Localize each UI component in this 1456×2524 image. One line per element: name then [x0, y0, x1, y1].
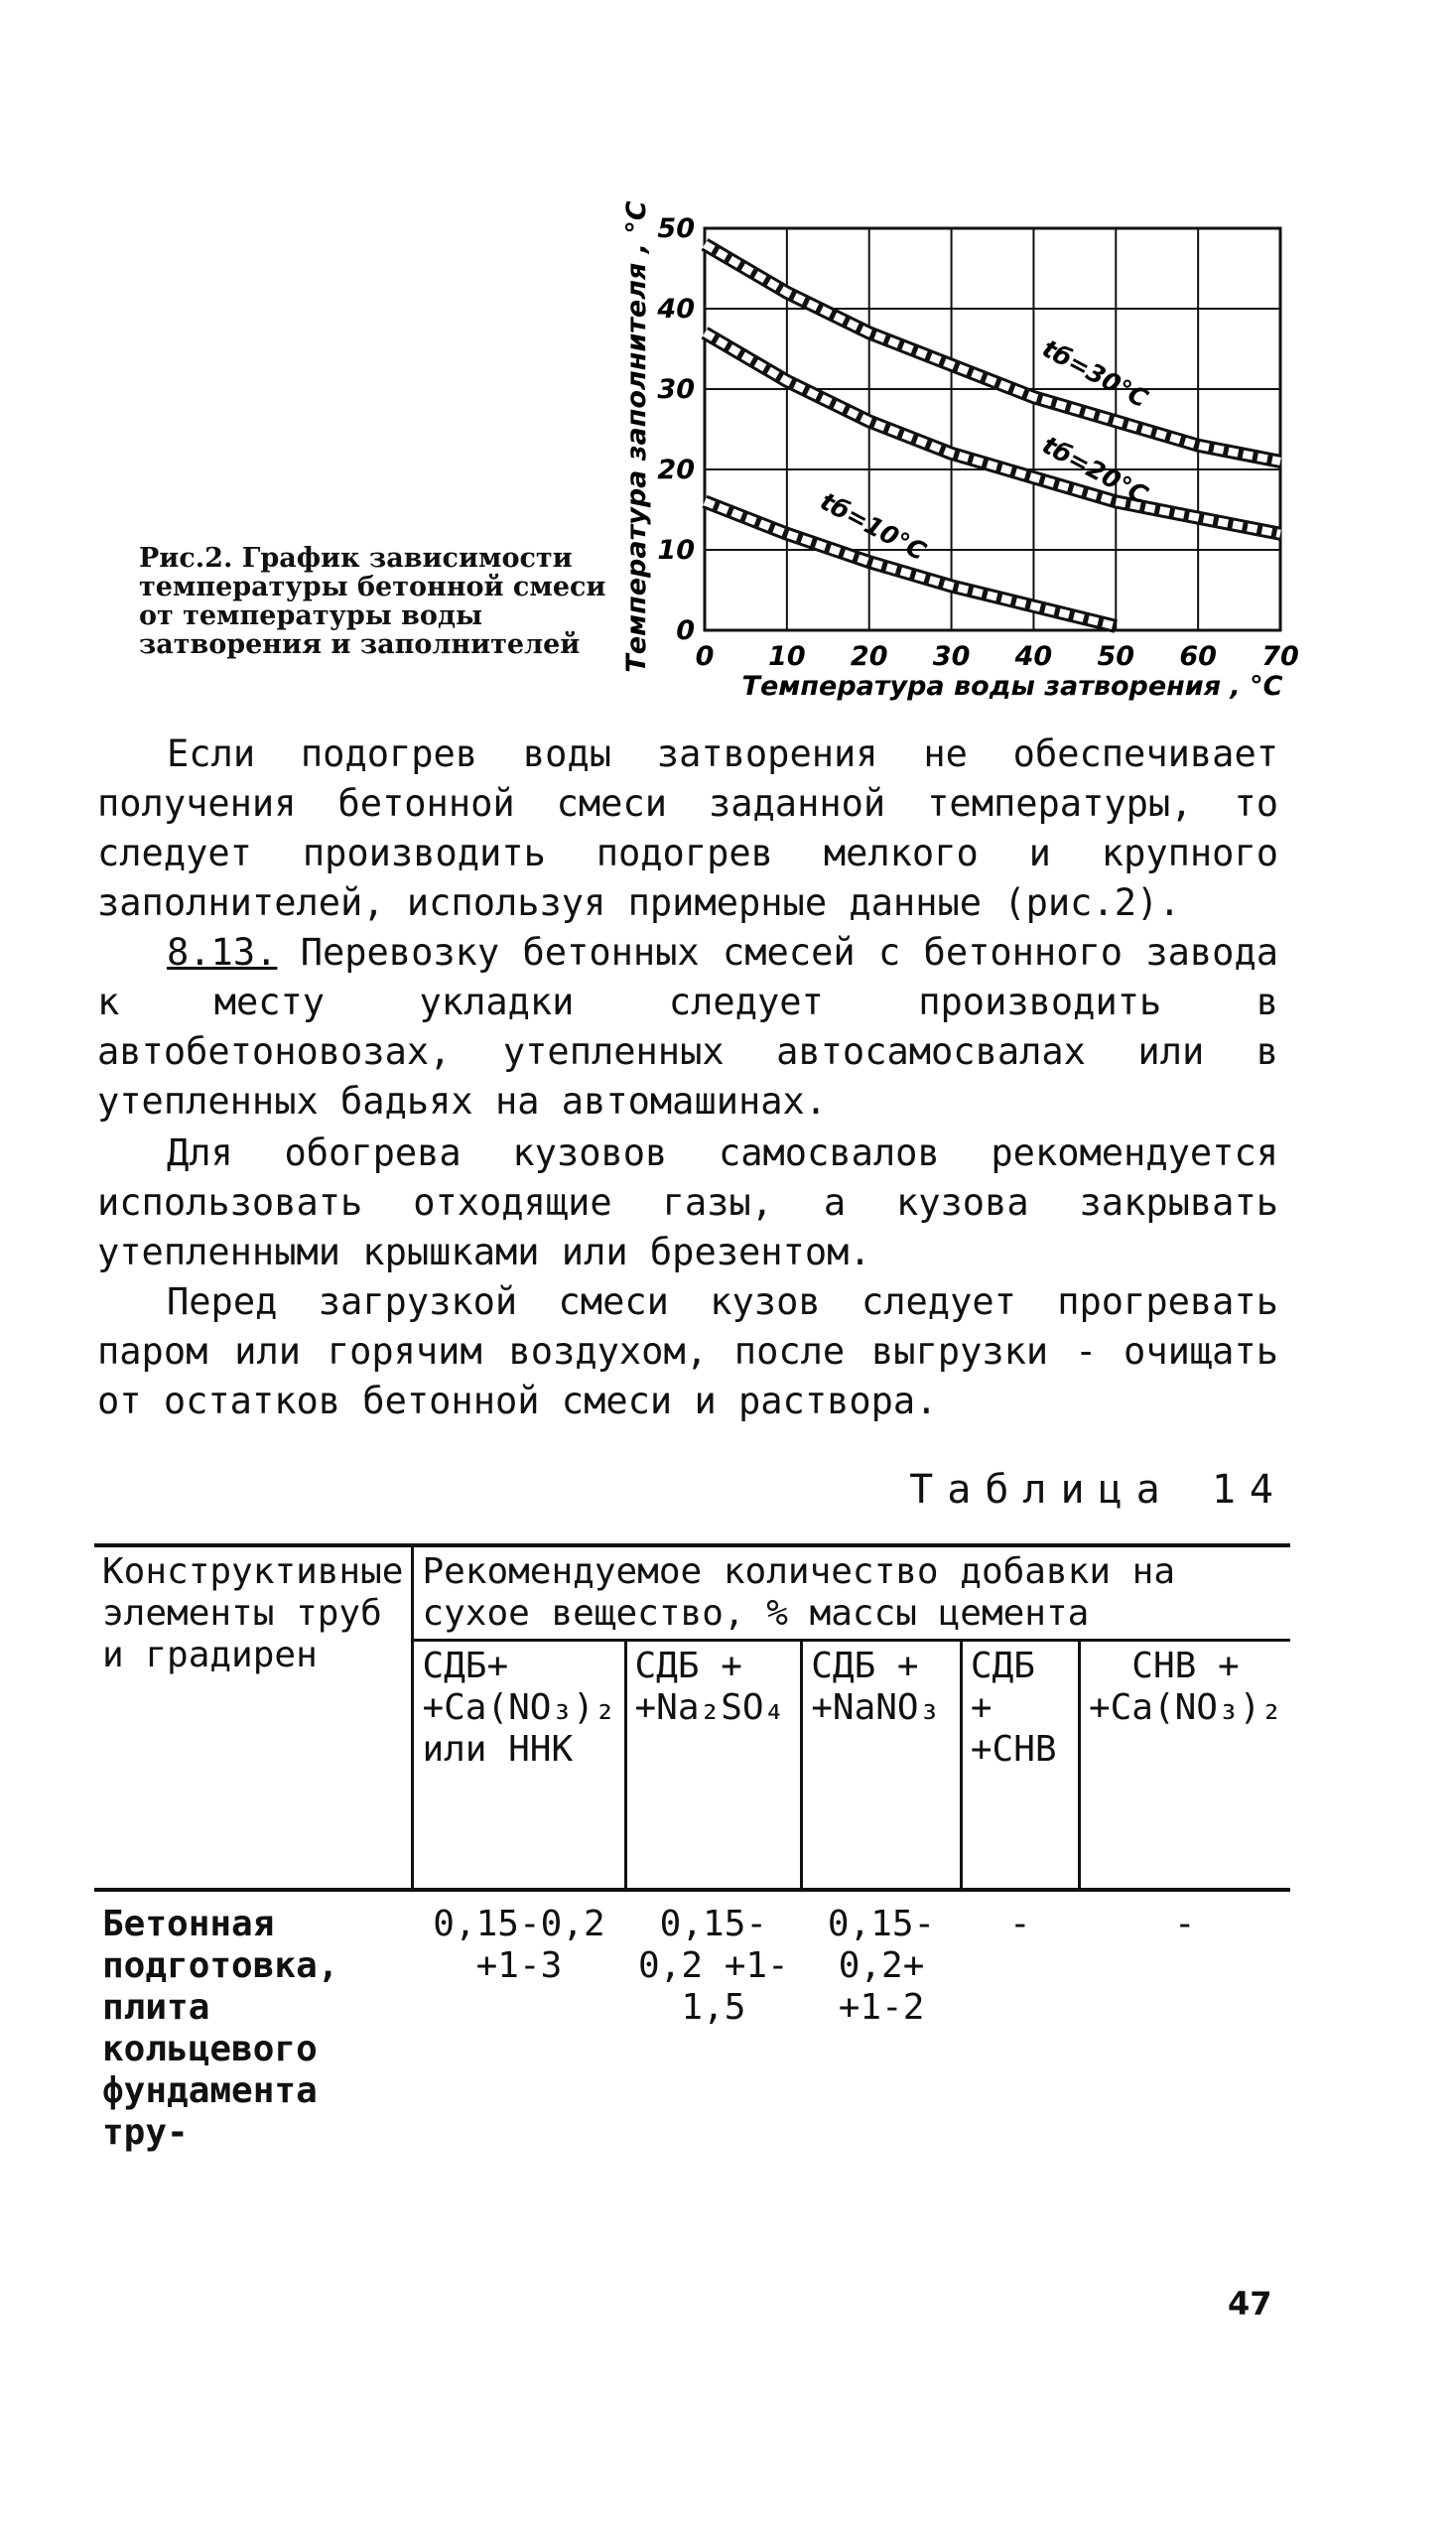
chart-series-group [705, 244, 1280, 626]
y-tick-label: 10 [657, 535, 695, 566]
row-value-3: 0,15-0,2+ +1-2 [827, 1904, 936, 2028]
section-number: 8.13. [167, 931, 278, 974]
series-band-outline [705, 332, 1280, 534]
x-tick-label: 10 [768, 641, 806, 672]
table-title: Таблица 14 [909, 1467, 1287, 1513]
paragraph-body-heating: Для обогрева кузовов самосвалов рекомендуется использовать отходящие газы, а кузова закрывать утепленными крышками или брезентом. [97, 1131, 1278, 1273]
y-axis-label: Температура заполнителя , °С [621, 200, 652, 673]
subheader-sdb-na-sulfate: СДБ + +Na₂SO₄ [625, 1641, 802, 1891]
paragraph-body-cleaning: Перед загрузкой смеси кузов следует прогревать паром или горячим воздухом, после выгрузки - очищать от остатков бетонной смеси и раствора. [97, 1280, 1278, 1422]
row-value-1: 0,15-0,2 +1-3 [433, 1904, 605, 1986]
paragraph-8-13-text: Перевозку бетонных смесей с бетонного завода к месту укладки следует производить в автобетоновозах, утепленных автосамосвалах или в утепленных бадьях на автомашинах. [97, 931, 1278, 1123]
y-tick-label: 40 [657, 294, 695, 325]
series-label: tб=20°С [1037, 430, 1153, 510]
x-axis-label: Температура воды затворения , °С [741, 671, 1283, 702]
figure-caption: Рис.2. График зависимости температуры бетонной смеси от температуры воды затворения и заполнителей [139, 543, 606, 660]
page-number: 47 [1228, 2285, 1272, 2323]
series-labels [816, 333, 1153, 566]
series-band-outline [705, 244, 1280, 462]
x-tick-labels [696, 641, 1299, 672]
x-tick-label: 70 [1261, 641, 1299, 672]
paragraph-heating-note: Если подогрев воды затворения не обеспечивает получения бетонной смеси заданной температуры, то следует производить подогрев мелкого и крупного заполнителей, используя примерные данные (рис.2). [97, 732, 1278, 924]
x-tick-label: 0 [695, 641, 715, 672]
series-label: tб=30°С [1037, 333, 1153, 414]
y-tick-labels [656, 213, 695, 646]
row-value-5: - [1173, 1904, 1196, 1944]
y-tick-label: 30 [657, 374, 695, 405]
x-tick-label: 20 [850, 641, 888, 672]
header-elements: Конструктивные элементы труб и градирен [102, 1551, 404, 1675]
y-tick-label: 0 [676, 615, 695, 646]
header-recommended-amount: Рекомендуемое количество добавки на сухое вещество, % массы цемента [413, 1545, 1290, 1641]
x-tick-label: 30 [932, 641, 971, 672]
row-element: Бетонная подготовка, плита кольцевого фундамента тру- [102, 1904, 339, 2153]
x-tick-label: 40 [1014, 641, 1053, 672]
y-tick-label: 20 [657, 455, 695, 485]
series-band-hatch [705, 332, 1280, 534]
row-value-2: 0,15-0,2 +1-1,5 [638, 1904, 789, 2028]
subheader-sdb-na-nitrate: СДБ + +NaNO₃ [802, 1641, 962, 1891]
temperature-chart [615, 200, 1330, 725]
additive-table [94, 1543, 1290, 2158]
paragraph-8-13 [97, 928, 1278, 1127]
x-tick-label: 50 [1097, 641, 1135, 672]
subheader-sdb-ca-nitrate: СДБ+ +Ca(NO₃)₂ или ННК [413, 1641, 625, 1891]
series-label: tб=10°С [815, 486, 931, 567]
row-value-4: - [1009, 1904, 1031, 1944]
table-row [94, 1890, 1290, 2158]
y-tick-label: 50 [657, 213, 695, 244]
subheader-sdb-snv: СДБ + +СНВ [961, 1641, 1079, 1891]
subheader-snv-ca-nitrate: СНВ + +Ca(NO₃)₂ [1079, 1641, 1290, 1891]
x-tick-label: 60 [1179, 641, 1217, 672]
series-band-hatch [705, 244, 1280, 462]
